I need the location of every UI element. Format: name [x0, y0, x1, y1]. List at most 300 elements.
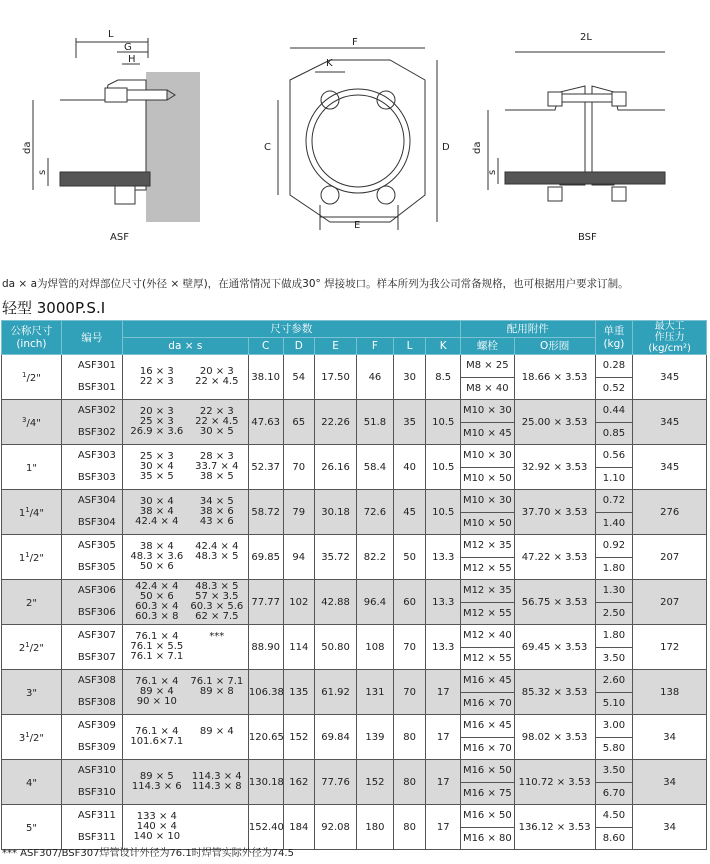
cell-weight-asf: 0.44	[595, 400, 633, 423]
cell-weight-bsf: 0.52	[595, 377, 633, 400]
cell-code	[61, 760, 122, 805]
nominal-int: 5	[25, 822, 33, 834]
cell-E: 17.50	[315, 355, 357, 400]
asf-code: ASF309	[77, 720, 116, 731]
flange-dim-C: C	[264, 142, 271, 153]
cell-K: 17	[426, 805, 461, 850]
cell-K: 13.3	[426, 535, 461, 580]
nominal-slash: /	[29, 642, 34, 654]
nominal-den: 2	[33, 552, 40, 564]
flange-front-drawing	[278, 48, 437, 230]
da-size-value: 62 × 7.5	[195, 611, 239, 622]
cell-pressure: 276	[633, 490, 707, 535]
cell-oring: 18.66 × 3.53	[514, 355, 595, 400]
da-size-value: 38 × 5	[199, 471, 234, 482]
bsf-caption: BSF	[578, 232, 597, 243]
col-nominal: 公称尺寸 (inch)	[2, 321, 62, 355]
table-row	[2, 760, 707, 783]
asf-dim-G: G	[124, 42, 132, 53]
bsf-code: BSF308	[77, 697, 116, 708]
nominal-den: 2	[33, 642, 40, 654]
cell-bolt-bsf: M12 × 55	[461, 557, 515, 580]
cell-C: 130.18	[248, 760, 283, 805]
cell-code	[61, 490, 122, 535]
section-title: 轻型 3000P.S.I	[2, 299, 106, 317]
nominal-num: 3	[22, 415, 27, 424]
cell-K: 17	[426, 760, 461, 805]
cell-oring: 37.70 × 3.53	[514, 490, 595, 535]
cell-C: 77.77	[248, 580, 283, 625]
cell-C: 88.90	[248, 625, 283, 670]
table-row	[2, 355, 707, 378]
col-oring: O形圈	[514, 338, 595, 355]
cell-nominal	[2, 580, 62, 625]
cell-bolt-bsf: M12 × 55	[461, 647, 515, 670]
cell-K: 13.3	[426, 580, 461, 625]
cell-C: 106.38	[248, 670, 283, 715]
cell-da-s	[122, 355, 248, 400]
cell-nominal	[2, 760, 62, 805]
cell-L: 30	[393, 355, 426, 400]
technical-drawings	[0, 0, 710, 255]
flange-dim-D: D	[442, 142, 450, 153]
da-size-value	[187, 812, 247, 822]
cell-nominal	[2, 805, 62, 850]
da-size-value: 140 × 10	[133, 831, 181, 842]
cell-code	[61, 400, 122, 445]
nominal-inch-mark: "	[39, 642, 45, 654]
nominal-num: 1	[22, 370, 27, 379]
da-size-value: 89 × 8	[199, 686, 234, 697]
nominal-int: 4	[25, 777, 33, 789]
cell-code	[61, 715, 122, 760]
cell-C: 52.37	[248, 445, 283, 490]
da-size-value: 89 × 4	[199, 726, 234, 737]
da-size-value: 34 × 5	[199, 496, 234, 507]
asf-code: ASF311	[77, 810, 116, 821]
cell-bolt-bsf: M16 × 70	[461, 692, 515, 715]
col-dxs: da × s	[122, 338, 248, 355]
da-size-value: 38 × 4	[139, 541, 174, 552]
nominal-int: 2	[18, 642, 26, 654]
asf-caption: ASF	[110, 232, 129, 243]
asf-code: ASF305	[77, 540, 116, 551]
cell-F: 108	[357, 625, 394, 670]
cell-bolt-bsf: M16 × 80	[461, 827, 515, 850]
cell-D: 152	[283, 715, 315, 760]
cell-weight-asf: 0.72	[595, 490, 633, 513]
table-body	[2, 355, 707, 850]
col-dims: 尺寸参数	[122, 321, 460, 338]
da-size-value	[187, 697, 247, 707]
da-size-value: 89 × 4	[139, 686, 174, 697]
cell-bolt-asf: M8 × 25	[461, 355, 515, 378]
col-C: C	[248, 338, 283, 355]
cell-code	[61, 445, 122, 490]
cell-D: 184	[283, 805, 315, 850]
bsf-code: BSF311	[77, 832, 116, 843]
cell-nominal	[2, 490, 62, 535]
cell-D: 65	[283, 400, 315, 445]
nominal-inch-mark: "	[36, 417, 41, 429]
da-size-value	[187, 737, 247, 747]
nominal-den: 4	[29, 417, 37, 429]
cell-weight-bsf: 0.85	[595, 422, 633, 445]
cell-bolt-asf: M16 × 45	[461, 670, 515, 693]
da-size-value: 22 × 4.5	[195, 376, 239, 387]
cell-bolt-bsf: M16 × 70	[461, 737, 515, 760]
asf-code: ASF301	[77, 360, 116, 371]
cell-C: 120.65	[248, 715, 283, 760]
cell-weight-asf: 1.80	[595, 625, 633, 648]
cell-da-s	[122, 400, 248, 445]
cell-code	[61, 805, 122, 850]
cell-D: 94	[283, 535, 315, 580]
cell-code	[61, 355, 122, 400]
cell-nominal	[2, 670, 62, 715]
flange-dim-K: K	[326, 58, 333, 69]
cell-L: 45	[393, 490, 426, 535]
bsf-code: BSF305	[77, 562, 116, 573]
cell-oring: 69.45 × 3.53	[514, 625, 595, 670]
cell-D: 102	[283, 580, 315, 625]
da-size-value: 42.4 × 4	[135, 581, 179, 592]
cell-F: 58.4	[357, 445, 394, 490]
nominal-inch-mark: "	[32, 822, 37, 834]
cell-oring: 47.22 × 3.53	[514, 535, 595, 580]
cell-E: 92.08	[315, 805, 357, 850]
da-size-value: 50 × 6	[139, 591, 174, 602]
da-size-value	[187, 822, 247, 832]
nominal-inch-mark: "	[32, 462, 37, 474]
table-row	[2, 535, 707, 558]
cell-bolt-asf: M10 × 30	[461, 445, 515, 468]
nominal-den: 4	[33, 507, 40, 519]
cell-L: 35	[393, 400, 426, 445]
cell-pressure: 345	[633, 400, 707, 445]
cell-weight-bsf: 6.70	[595, 782, 633, 805]
cell-E: 77.76	[315, 760, 357, 805]
cell-weight-bsf: 1.10	[595, 467, 633, 490]
nominal-inch-mark: "	[32, 687, 37, 699]
cell-D: 79	[283, 490, 315, 535]
table-row	[2, 715, 707, 738]
da-size-value: 133 × 4	[136, 811, 177, 822]
cell-weight-bsf: 1.80	[595, 557, 633, 580]
asf-code: ASF306	[77, 585, 116, 596]
cell-pressure: 172	[633, 625, 707, 670]
cell-weight-bsf: 2.50	[595, 602, 633, 625]
cell-weight-asf: 3.50	[595, 760, 633, 783]
cell-nominal	[2, 355, 62, 400]
cell-K: 10.5	[426, 445, 461, 490]
nominal-inch-mark: "	[32, 777, 37, 789]
bsf-code: BSF302	[77, 427, 116, 438]
cell-pressure: 34	[633, 760, 707, 805]
cell-F: 180	[357, 805, 394, 850]
cell-L: 80	[393, 805, 426, 850]
bsf-code: BSF310	[77, 787, 116, 798]
da-size-value: 60.3 × 5.6	[190, 601, 244, 612]
asf-drawing	[33, 38, 200, 222]
da-size-value: 76.1 × 4	[135, 726, 179, 737]
asf-code: ASF310	[77, 765, 116, 776]
da-size-value: 28 × 3	[199, 451, 234, 462]
cell-weight-bsf: 1.40	[595, 512, 633, 535]
da-size-value: 50 × 6	[139, 561, 174, 572]
cell-L: 80	[393, 760, 426, 805]
da-size-value: 76.1 × 7.1	[130, 651, 184, 662]
col-weight: 单重 (kg)	[595, 321, 633, 355]
table-row	[2, 805, 707, 828]
cell-oring: 98.02 × 3.53	[514, 715, 595, 760]
cell-D: 114	[283, 625, 315, 670]
da-size-value: 101.6×7.1	[130, 736, 184, 747]
cell-nominal	[2, 715, 62, 760]
cell-da-s	[122, 490, 248, 535]
table-row	[2, 625, 707, 648]
da-size-value: 42.4 × 4	[135, 516, 179, 527]
cell-da-s	[122, 715, 248, 760]
cell-F: 96.4	[357, 580, 394, 625]
cell-E: 69.84	[315, 715, 357, 760]
cell-F: 152	[357, 760, 394, 805]
cell-E: 50.80	[315, 625, 357, 670]
col-E: E	[315, 338, 357, 355]
cell-K: 10.5	[426, 490, 461, 535]
cell-da-s	[122, 535, 248, 580]
da-size-value: 48.3 × 5	[195, 581, 239, 592]
col-L: L	[393, 338, 426, 355]
cell-da-s	[122, 625, 248, 670]
nominal-int: 3	[18, 732, 26, 744]
cell-weight-asf: 3.00	[595, 715, 633, 738]
cell-bolt-asf: M16 × 45	[461, 715, 515, 738]
da-size-value: 25 × 3	[139, 416, 174, 427]
cell-L: 80	[393, 715, 426, 760]
cell-L: 50	[393, 535, 426, 580]
bsf-code: BSF306	[77, 607, 116, 618]
da-size-value: 22 × 4.5	[195, 416, 239, 427]
asf-dim-H: H	[128, 54, 136, 65]
cell-weight-asf: 2.60	[595, 670, 633, 693]
da-size-value	[187, 562, 247, 572]
da-size-value: 114.3 × 6	[131, 781, 182, 792]
table-row	[2, 490, 707, 513]
cell-oring: 85.32 × 3.53	[514, 670, 595, 715]
nominal-int: 1	[18, 507, 26, 519]
table-row	[2, 580, 707, 603]
cell-E: 61.92	[315, 670, 357, 715]
nominal-slash: /	[29, 507, 34, 519]
cell-F: 131	[357, 670, 394, 715]
cell-bolt-asf: M10 × 30	[461, 490, 515, 513]
cell-weight-bsf: 5.80	[595, 737, 633, 760]
cell-C: 152.40	[248, 805, 283, 850]
da-size-value	[187, 642, 247, 652]
cell-da-s	[122, 760, 248, 805]
cell-weight-bsf: 8.60	[595, 827, 633, 850]
nominal-slash: /	[29, 732, 34, 744]
cell-L: 40	[393, 445, 426, 490]
cell-da-s	[122, 580, 248, 625]
nominal-int: 1	[18, 552, 26, 564]
flange-dim-E: E	[354, 220, 361, 231]
cell-bolt-asf: M12 × 40	[461, 625, 515, 648]
cell-oring: 136.12 × 3.53	[514, 805, 595, 850]
cell-C: 58.72	[248, 490, 283, 535]
col-bolt: 螺栓	[461, 338, 515, 355]
asf-dim-da: da	[22, 141, 33, 154]
nominal-inch-mark: "	[39, 552, 45, 564]
da-size-value: 76.1 × 4	[135, 631, 179, 642]
col-K: K	[426, 338, 461, 355]
cell-bolt-bsf: M10 × 50	[461, 467, 515, 490]
da-size-value: 35 × 5	[139, 471, 174, 482]
da-size-value: 20 × 3	[139, 406, 174, 417]
bsf-dim-2L: 2L	[580, 32, 592, 43]
bsf-code: BSF303	[77, 472, 116, 483]
cell-nominal	[2, 400, 62, 445]
nominal-inch-mark: "	[32, 597, 37, 609]
cell-K: 10.5	[426, 400, 461, 445]
cell-weight-bsf: 3.50	[595, 647, 633, 670]
col-pressure: 最大工 作压力 (kg/cm²)	[633, 321, 707, 355]
nominal-int: 2	[25, 597, 33, 609]
da-size-value: 16 × 3	[139, 366, 174, 377]
da-size-value	[187, 652, 247, 662]
da-size-value: 76.1 × 5.5	[130, 641, 184, 652]
cell-bolt-asf: M16 × 50	[461, 805, 515, 828]
cell-oring: 32.92 × 3.53	[514, 445, 595, 490]
da-size-value: 114.3 × 4	[191, 771, 242, 782]
cell-pressure: 34	[633, 805, 707, 850]
cell-F: 46	[357, 355, 394, 400]
col-D: D	[283, 338, 315, 355]
da-size-value: 22 × 3	[199, 406, 234, 417]
da-size-value: 30 × 4	[139, 496, 174, 507]
asf-dim-s: s	[37, 169, 48, 175]
cell-pressure: 207	[633, 535, 707, 580]
da-size-value: 25 × 3	[139, 451, 174, 462]
cell-code	[61, 580, 122, 625]
cell-bolt-bsf: M10 × 45	[461, 422, 515, 445]
cell-F: 51.8	[357, 400, 394, 445]
cell-code	[61, 670, 122, 715]
cell-weight-asf: 0.28	[595, 355, 633, 378]
cell-L: 70	[393, 625, 426, 670]
col-fittings: 配用附件	[461, 321, 595, 338]
cell-bolt-bsf: M10 × 50	[461, 512, 515, 535]
nominal-num: 1	[25, 505, 30, 514]
da-size-value: 60.3 × 4	[135, 601, 179, 612]
asf-code: ASF307	[77, 630, 116, 641]
nominal-int: 3	[25, 687, 33, 699]
table-row	[2, 670, 707, 693]
da-size-value: 140 × 4	[136, 821, 177, 832]
nominal-slash: /	[26, 372, 30, 384]
da-size-value: 42.4 × 4	[195, 541, 239, 552]
da-size-value: 76.1 × 4	[135, 676, 179, 687]
nominal-num: 1	[25, 730, 30, 739]
cell-F: 139	[357, 715, 394, 760]
col-F: F	[357, 338, 394, 355]
da-size-value: 76.1 × 7.1	[190, 676, 244, 687]
cell-pressure: 138	[633, 670, 707, 715]
cell-weight-bsf: 5.10	[595, 692, 633, 715]
asf-code: ASF304	[77, 495, 116, 506]
bsf-code: BSF309	[77, 742, 116, 753]
da-size-value: 33.7 × 4	[195, 461, 239, 472]
bsf-code: BSF304	[77, 517, 116, 528]
nominal-den: 2	[33, 732, 40, 744]
cell-da-s	[122, 670, 248, 715]
da-size-value: 114.3 × 8	[191, 781, 242, 792]
cell-C: 38.10	[248, 355, 283, 400]
cell-D: 70	[283, 445, 315, 490]
cell-K: 17	[426, 715, 461, 760]
da-size-value: 48.3 × 3.6	[130, 551, 184, 562]
da-size-value: 38 × 6	[199, 506, 234, 517]
col-code: 编号	[61, 321, 122, 355]
cell-weight-asf: 0.92	[595, 535, 633, 558]
table-row	[2, 445, 707, 468]
cell-bolt-bsf: M8 × 40	[461, 377, 515, 400]
nominal-inch-mark: "	[36, 372, 41, 384]
spec-table	[1, 320, 707, 850]
asf-code: ASF303	[77, 450, 116, 461]
table-header	[2, 321, 707, 355]
cell-C: 47.63	[248, 400, 283, 445]
footnote: *** ASF307/BSF307焊管设计外径为76.1时焊管实际外径为74.5	[2, 848, 294, 859]
spec-note: da × a为焊管的对焊部位尺寸(外径 × 壁厚)，在通常情况下做成30° 焊接坡口。样本所列为我公司常备规格，也可根据用户要求订制。	[2, 278, 629, 290]
nominal-inch-mark: "	[39, 732, 45, 744]
cell-code	[61, 625, 122, 670]
cell-oring: 110.72 × 3.53	[514, 760, 595, 805]
cell-nominal	[2, 625, 62, 670]
cell-da-s	[122, 805, 248, 850]
cell-E: 26.16	[315, 445, 357, 490]
bsf-dim-s: s	[487, 169, 498, 175]
cell-D: 162	[283, 760, 315, 805]
cell-da-s	[122, 445, 248, 490]
cell-weight-asf: 1.30	[595, 580, 633, 603]
table-row	[2, 400, 707, 423]
da-size-value	[187, 832, 247, 842]
asf-code: ASF302	[77, 405, 116, 416]
cell-bolt-asf: M12 × 35	[461, 580, 515, 603]
da-size-value: 43 × 6	[199, 516, 234, 527]
nominal-inch-mark: "	[39, 507, 45, 519]
bsf-drawing	[488, 52, 665, 201]
cell-L: 60	[393, 580, 426, 625]
cell-bolt-asf: M16 × 50	[461, 760, 515, 783]
cell-F: 72.6	[357, 490, 394, 535]
bsf-code: BSF301	[77, 382, 116, 393]
bsf-dim-da: da	[472, 141, 483, 154]
da-size-value: 30 × 5	[199, 426, 234, 437]
cell-E: 22.26	[315, 400, 357, 445]
da-size-value: 22 × 3	[139, 376, 174, 387]
cell-pressure: 34	[633, 715, 707, 760]
da-size-value: 57 × 3.5	[195, 591, 239, 602]
da-size-value: ***	[209, 631, 225, 642]
cell-pressure: 345	[633, 445, 707, 490]
cell-C: 69.85	[248, 535, 283, 580]
cell-pressure: 345	[633, 355, 707, 400]
bsf-code: BSF307	[77, 652, 116, 663]
da-size-value: 89 × 5	[139, 771, 174, 782]
